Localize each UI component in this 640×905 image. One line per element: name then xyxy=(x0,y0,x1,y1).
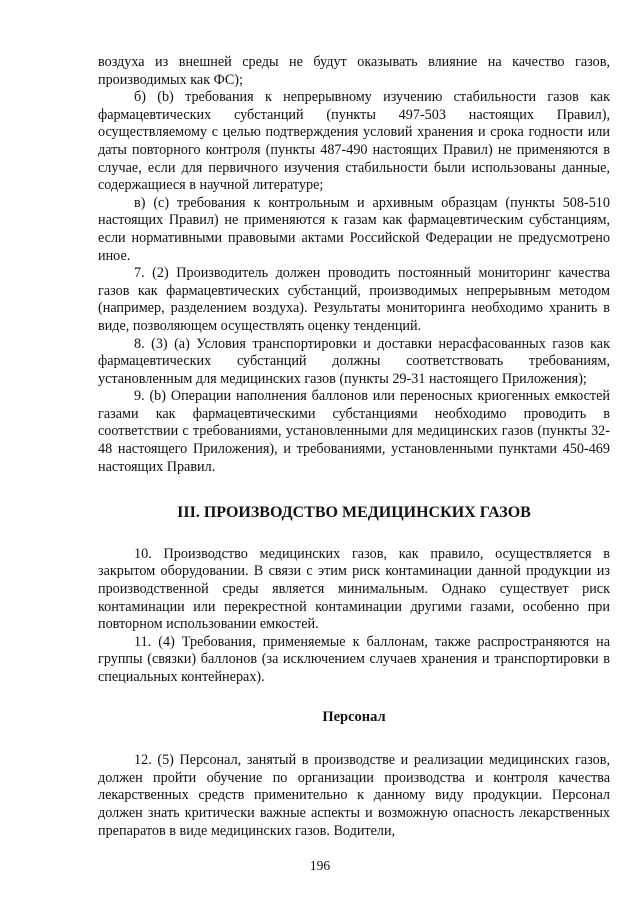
page-number: 196 xyxy=(309,858,331,873)
paragraph-11: 11. (4) Требования, применяемые к баллонам, также распространяются на группы (связки) баллонов (за исключением случаев хранения и транспортировки в специальных контейнерах). xyxy=(98,633,610,685)
paragraph-12: 12. (5) Персонал, занятый в производстве и реализации медицинских газов, должен пройти обучение по организации производства и контроля качества лекарственных средств применительно к данному виду продукции. Персонал должен знать критически важные аспекты и возможную опасность лекарственных препаратов в виде медицинских газов. Водители, xyxy=(98,752,610,839)
paragraph-9: 9. (b) Операции наполнения баллонов или переносных криогенных емкостей газами как фармацевтическими субстанциями необходимо проводить в соответствии с требованиями, установленными для медицинских газов (пункты 32-48 настоящего Приложения), и требованиями, установленными пунктами 450-469 настоящих Правил. xyxy=(98,388,610,475)
paragraph-10: 10. Производство медицинских газов, как правило, осуществляется в закрытом оборудовании. В связи с этим риск контаминации данной продукции из производственной среды является минимальным. Однако существует риск контаминации или перекрестной контаминации другими газами, особенно при повторном использовании емкостей. xyxy=(98,545,610,633)
document-page xyxy=(98,54,610,840)
paragraph-8: 8. (3) (a) Условия транспортировки и доставки нерасфасованных газов как фармацевтических субстанций должны соответствовать требованиям, установленным для медицинских газов (пункты 29-31 настоящего Приложения); xyxy=(98,335,610,387)
paragraph-continuation: воздуха из внешней среды не будут оказывать влияние на качество газов, производимых как ФС); xyxy=(98,54,610,88)
subsection-heading: Персонал xyxy=(322,708,386,725)
paragraph-7: 7. (2) Производитель должен проводить постоянный мониторинг качества газов как фармацевтических субстанций, производимых непрерывным методом (например, разделением воздуха). Результаты мониторинга необходимо хранить в виде, позволяющем осуществлять оценку тенденций. xyxy=(98,265,610,334)
paragraph-item-v: в) (c) требования к контрольным и архивным образцам (пункты 508-510 настоящих Правил) не применяются к газам как фармацевтическим субстанциям, если нормативными правовыми актами Российской Федерации не предусмотрено иное. xyxy=(98,194,610,264)
paragraph-item-b: б) (b) требования к непрерывному изучению стабильности газов как фармацевтических субстанций (пункты 497-503 настоящих Правил), осуществляемому с целью подтверждения условий хранения и срока годности или даты повторного контроля (пункты 487-490 настоящих Правил) не применяются в случае, если для первичного изучения стабильности были использованы данные, содержащиеся в научной литературе; xyxy=(98,89,610,194)
section-heading: III. ПРОИЗВОДСТВО МЕДИЦИНСКИХ ГАЗОВ xyxy=(177,504,531,522)
